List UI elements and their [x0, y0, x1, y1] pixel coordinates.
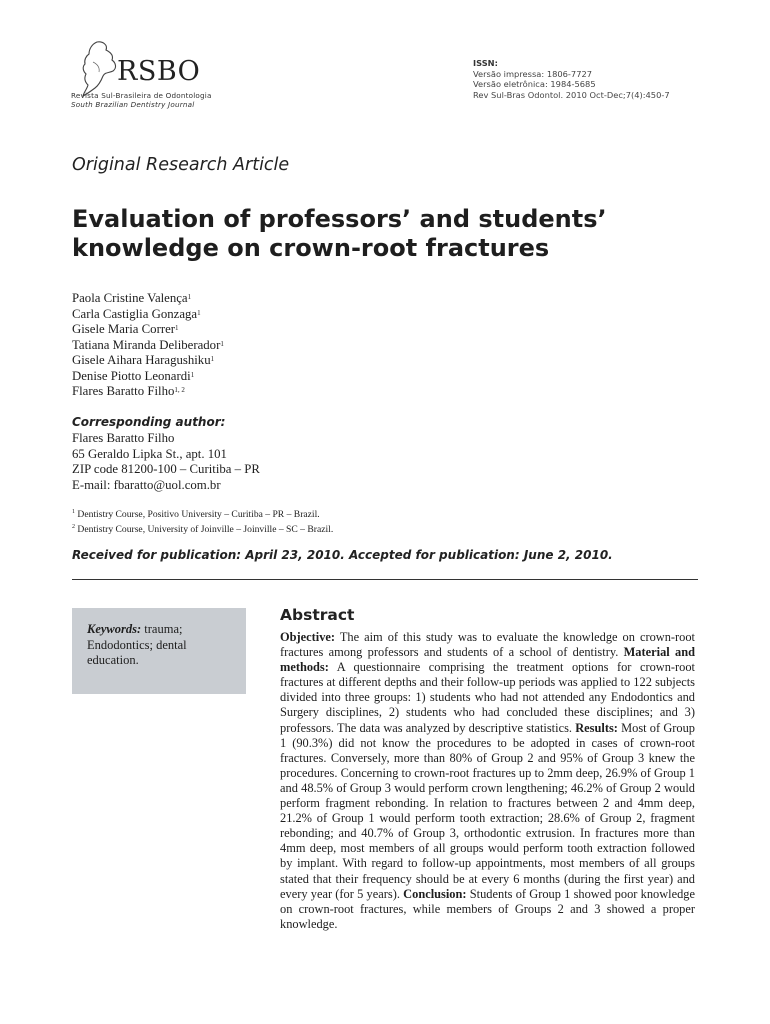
- corresponding-name: Flares Baratto Filho: [72, 431, 175, 445]
- issn-print: Versão impressa: 1806-7727: [473, 68, 593, 79]
- issn-citation: Rev Sul-Bras Odontol. 2010 Oct-Dec;7(4):450-7: [473, 89, 670, 100]
- corresponding-address: 65 Geraldo Lipka St., apt. 101: [72, 446, 227, 461]
- journal-logo-text: RSBO: [117, 56, 201, 87]
- author: Gisele Maria Correr$^1$: [72, 322, 179, 336]
- author: Paola Cristine Valença$^1$: [72, 291, 192, 305]
- state-map-icon: [75, 40, 123, 98]
- keywords-text: trauma; Endodontics; dental education.: [87, 622, 187, 667]
- author-list: [72, 291, 224, 400]
- corresponding-author-label: Corresponding author:: [72, 415, 226, 429]
- corresponding-zip: ZIP code 81200-100 – Curitiba – PR: [72, 462, 260, 476]
- journal-subtitle-pt: Revista Sul-Brasileira de Odontologia: [71, 91, 212, 100]
- keywords-label: Keywords:: [87, 622, 142, 636]
- corresponding-email[interactable]: E-mail: fbaratto@uol.com.br: [72, 477, 221, 492]
- author: Flares Baratto Filho$^{1, 2}$: [72, 384, 185, 398]
- journal-subtitle-en: South Brazilian Dentistry Journal: [71, 100, 195, 109]
- author: Tatiana Miranda Deliberador$^1$: [72, 337, 224, 352]
- issn-heading: ISSN:: [473, 58, 498, 68]
- corresponding-author-block: [72, 431, 260, 493]
- keywords-box: [72, 608, 246, 694]
- journal-logo: [71, 38, 261, 108]
- keywords: [87, 622, 237, 669]
- author: Denise Piotto Leonardi$^1$: [72, 368, 195, 383]
- article-type: Original Research Article: [72, 155, 290, 175]
- issn-electronic: Versão eletrônica: 1984-5685: [473, 79, 596, 89]
- publication-dates: Received for publication: April 23, 2010. Accepted for publication: June 2, 2010.: [72, 548, 613, 562]
- issn-block: [473, 58, 670, 100]
- affiliations: [72, 506, 333, 536]
- affiliation: $^1$ Dentistry Course, Positivo University – Curitiba – PR – Brazil.: [72, 509, 320, 521]
- author: Gisele Aihara Haragushiku$^1$: [72, 353, 215, 367]
- divider: [72, 579, 698, 580]
- author: Carla Castiglia Gonzaga$^1$: [72, 306, 201, 321]
- abstract-text: Objective: The aim of this study was to evaluate the knowledge on crown-root fractures among professors and students of a school of dentistry. Material and methods: A questionnaire comprising the treatment options for crown-root fractures at different depths and their follow-up periods was applied to 122 subjects divided into three groups: 1) students who had not attended any Endodontics and Surgery disciplines, 2) students who had concluded these disciplines; and 3) professors. The data was analyzed by descriptive statistics. Results: Most of Group 1 (90.3%) did not know the procedures to be adopted in cases of crown-root fractures. Conversely, more than 80% of Group 2 and 95% of Group 3 knew the procedures. Concerning to crown-root fractures up to 2mm deep, 26.9% of Group 1 and 48.5% of Group 3 would perform crown lengthening; 46.2% of Group 2 would perform fragment rebonding. In relation to fractures between 2 and 4mm deep, 21.2% of Group 1 would perform tooth extraction; 28.6% of Group 2, fragment rebonding; and 40.7% of Group 3, orthodontic extrusion. In fractures more than 4mm deep, most members of all groups would perform tooth extraction followed by implant. With regard to follow-up appointments, most members of all groups stated that their frequency should be at every 6 months (during the first year) and every year (for 5 years). Conclusion: Students of Group 1 showed poor knowledge on crown-root fractures, while members of Groups 2 and 3 showed a proper knowledge.: [280, 630, 696, 931]
- affiliation: $^2$ Dentistry Course, University of Joinville – Joinville – SC – Brazil.: [72, 524, 334, 536]
- abstract-heading: Abstract: [280, 606, 355, 624]
- article-title: Evaluation of professors’ and students’ knowledge on crown-root fractures: [72, 205, 607, 262]
